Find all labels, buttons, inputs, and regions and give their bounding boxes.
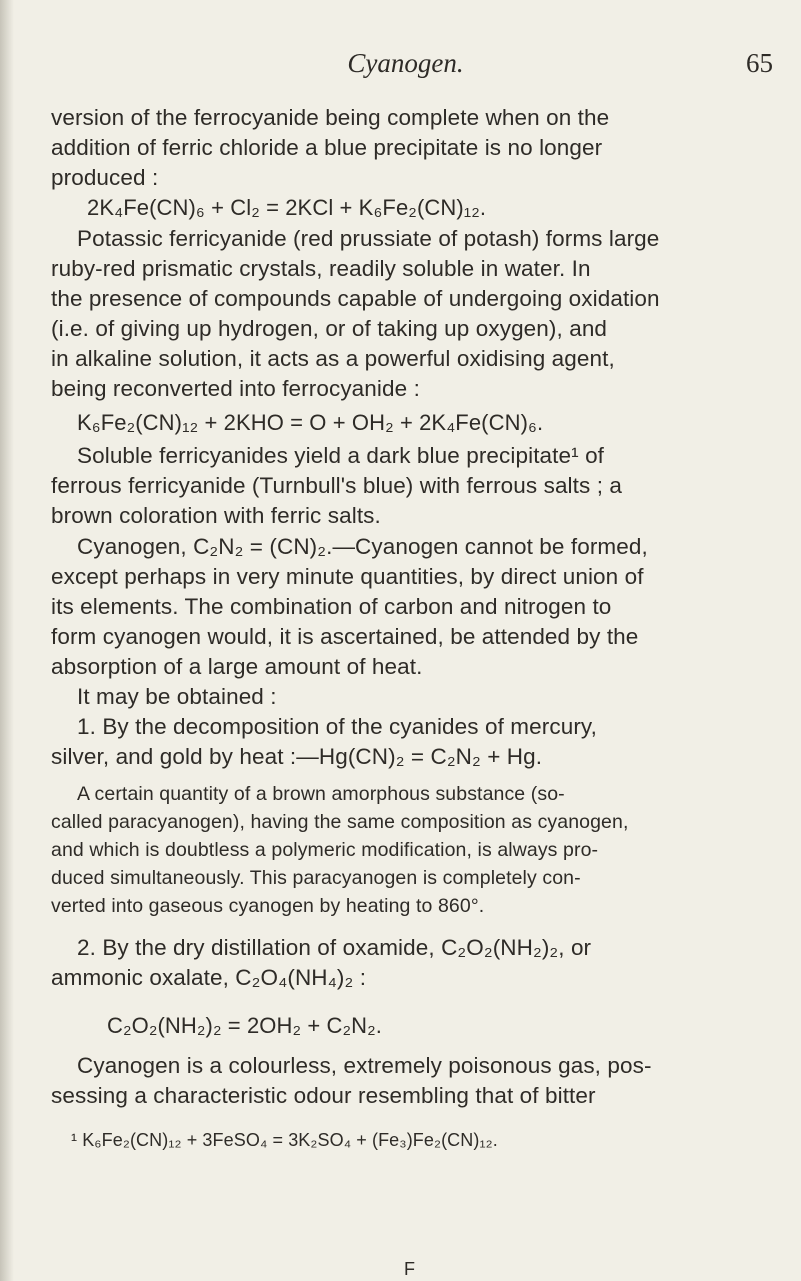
text-line: in alkaline solution, it acts as a powerful oxidising agent, [51, 346, 615, 371]
page-header [38, 48, 773, 88]
text-line: addition of ferric chloride a blue precipitate is no longer [51, 135, 603, 160]
text-line: except perhaps in very minute quantities, by direct union of [51, 564, 644, 589]
text-line: It may be obtained : [77, 684, 277, 709]
small-text-line: verted into gaseous cyanogen by heating to 860°. [51, 895, 485, 917]
text-line: produced : [51, 165, 159, 190]
text-line: ruby-red prismatic crystals, readily soluble in water. In [51, 256, 591, 281]
text-line: (i.e. of giving up hydrogen, or of taking up oxygen), and [51, 316, 608, 341]
text-line: the presence of compounds capable of undergoing oxidation [51, 286, 660, 311]
text-line: silver, and gold by heat :—Hg(CN)₂ = C₂N₂ + Hg. [51, 744, 543, 769]
text-line: Potassic ferricyanide (red prussiate of potash) forms large [77, 226, 660, 251]
text-line: Cyanogen is a colourless, extremely poisonous gas, pos- [77, 1053, 652, 1078]
text-line: ammonic oxalate, C₂O₄(NH₄)₂ : [51, 965, 367, 990]
text-line: Soluble ferricyanides yield a dark blue precipitate¹ of [77, 443, 605, 468]
equation: C₂O₂(NH₂)₂ = 2OH₂ + C₂N₂. [107, 1013, 382, 1038]
text-line: form cyanogen would, it is ascertained, be attended by the [51, 624, 639, 649]
page-number: 65 [746, 48, 773, 78]
equation: 2K₄Fe(CN)₆ + Cl₂ = 2KCl + K₆Fe₂(CN)₁₂. [87, 195, 487, 220]
text-line: its elements. The combination of carbon and nitrogen to [51, 594, 612, 619]
text-line: version of the ferrocyanide being complete when on the [51, 105, 610, 130]
text-line: 1. By the decomposition of the cyanides of mercury, [77, 714, 597, 739]
small-text-line: and which is doubtless a polymeric modification, is always pro- [51, 839, 599, 861]
page-edge-shadow [0, 0, 14, 1281]
text-line: 2. By the dry distillation of oxamide, C₂O₂(NH₂)₂, or [77, 935, 592, 960]
small-text-line: called paracyanogen), having the same composition as cyanogen, [51, 811, 629, 833]
footnote: ¹ K₆Fe₂(CN)₁₂ + 3FeSO₄ = 3K₂SO₄ + (Fe₃)Fe₂(CN)₁₂. [71, 1130, 498, 1150]
equation: K₆Fe₂(CN)₁₂ + 2KHO = O + OH₂ + 2K₄Fe(CN)₆. [77, 410, 544, 435]
running-title: Cyanogen. [347, 48, 464, 78]
text-line: brown coloration with ferric salts. [51, 503, 381, 528]
text-line: absorption of a large amount of heat. [51, 654, 423, 679]
signature-mark: F [404, 1259, 415, 1279]
small-text-line: A certain quantity of a brown amorphous substance (so- [77, 783, 565, 805]
small-text-line: duced simultaneously. This paracyanogen is completely con- [51, 867, 581, 889]
text-line: ferrous ferricyanide (Turnbull's blue) with ferrous salts ; a [51, 473, 623, 498]
text-line: sessing a characteristic odour resembling that of bitter [51, 1083, 596, 1108]
text-line: being reconverted into ferrocyanide : [51, 376, 420, 401]
section-heading-line: Cyanogen, C₂N₂ = (CN)₂.—Cyanogen cannot be formed, [77, 534, 648, 559]
